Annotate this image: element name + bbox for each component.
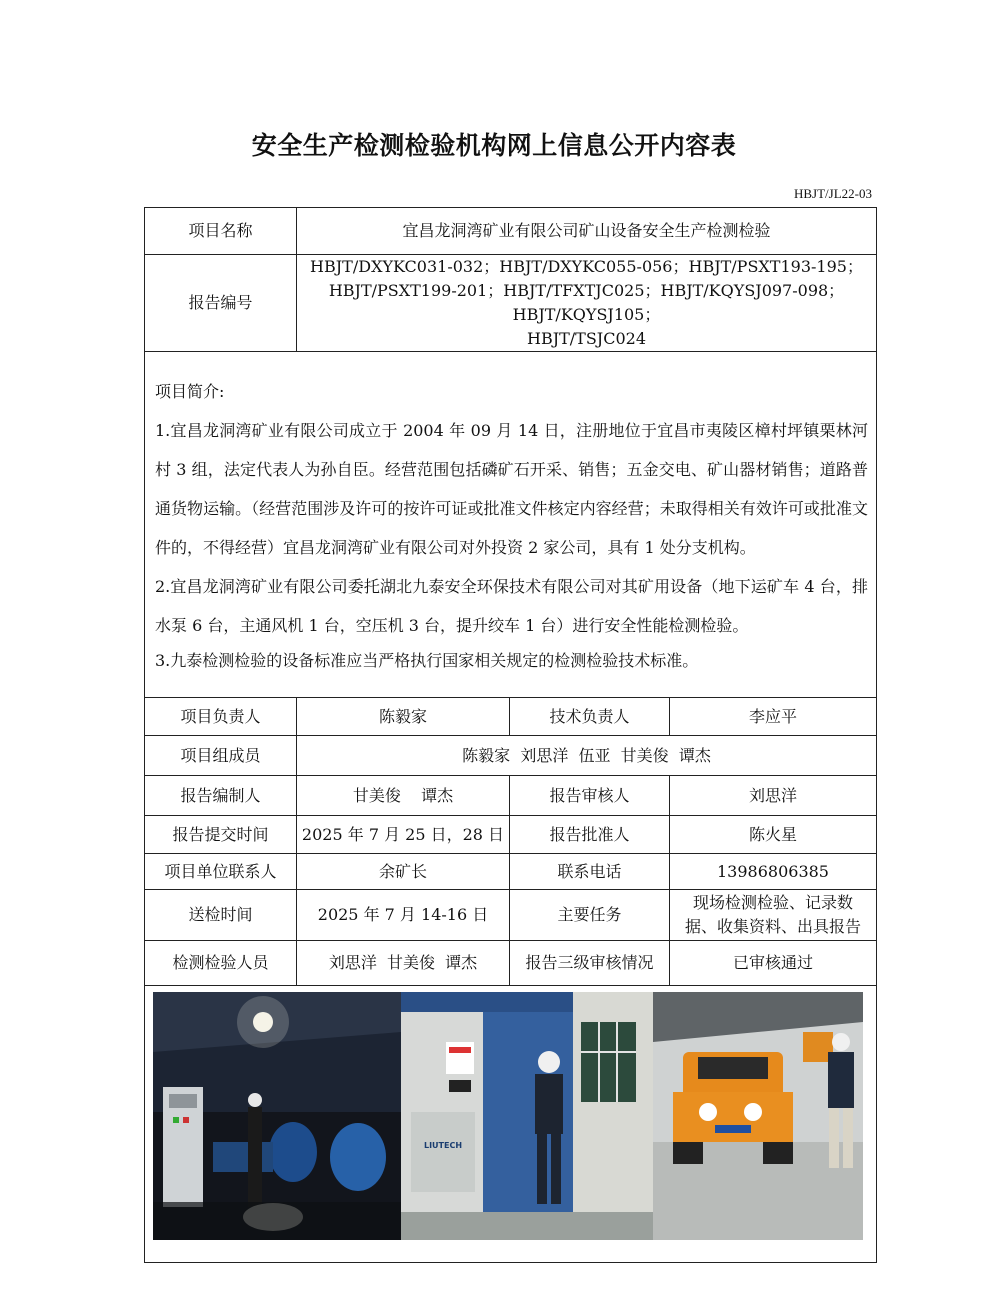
intro-paragraph-3: 3.九泰检测检验的设备标准应当严格执行国家相关规定的检测检验技术标准。 xyxy=(155,651,699,670)
team-value: 陈毅家 刘思洋 伍亚 甘美俊 谭杰 xyxy=(297,736,877,776)
reviewer-label: 报告审核人 xyxy=(510,776,670,816)
report-no-line-1: HBJT/DXYKC031-032；HBJT/DXYKC055-056；HBJT/PSXT193-195； xyxy=(310,257,863,276)
compiler-label: 报告编制人 xyxy=(145,776,297,816)
tech-leader-label: 技术负责人 xyxy=(510,698,670,736)
task-line-1: 现场检测检验、记录数 xyxy=(692,893,853,912)
submit-time-label: 报告提交时间 xyxy=(145,816,297,854)
project-leader-label: 项目负责人 xyxy=(145,698,297,736)
inspectors-label: 检测检验人员 xyxy=(145,941,297,986)
project-name-label: 项目名称 xyxy=(145,208,297,255)
task-line-2: 据、收集资料、出具报告 xyxy=(684,917,861,936)
contact-value: 余矿长 xyxy=(297,854,510,890)
project-name-value: 宜昌龙洞湾矿业有限公司矿山设备安全生产检测检验 xyxy=(297,208,877,255)
report-no-label: 报告编号 xyxy=(145,255,297,352)
photo-air-compressor xyxy=(401,992,653,1240)
review-status-label: 报告三级审核情况 xyxy=(510,941,670,986)
document-code: HBJT/JL22-03 xyxy=(794,186,872,201)
inspectors-value: 刘思洋 甘美俊 谭杰 xyxy=(297,941,510,986)
tech-leader-value: 李应平 xyxy=(670,698,877,736)
task-value xyxy=(670,890,877,941)
intro-paragraph-2: 2.宜昌龙洞湾矿业有限公司委托湖北九泰安全环保技术有限公司对其矿用设备（地下运矿车 4 台，排水泵 6 台，主通风机 1 台，空压机 3 台，提升绞车 1 台）进行安全性能检测检验。 xyxy=(155,577,868,635)
review-status-value: 已审核通过 xyxy=(670,941,877,986)
intro-heading: 项目简介: xyxy=(155,382,225,401)
inspect-time-value: 2025 年 7 月 14-16 日 xyxy=(297,890,510,941)
task-label: 主要任务 xyxy=(510,890,670,941)
report-no-value xyxy=(297,255,877,352)
intro-paragraph-1: 1.宜昌龙洞湾矿业有限公司成立于 2004 年 09 月 14 日，注册地位于宜昌市夷陵区樟村坪镇栗林河村 3 组，法定代表人为孙自臣。经营范围包括磷矿石开采、销售；五金交电、矿山器材销售；道路普通货物运输。（经营范围涉及许可的按许可证或批准文件核定内容经营；未取得相关有效许可或批准文件的，不得经营）宜昌龙洞湾矿业有限公司对外投资 2 家公司，具有 1 处分支机构。 xyxy=(155,421,868,557)
info-table xyxy=(144,207,877,1263)
report-no-line-2: HBJT/PSXT199-201；HBJT/TFXTJC025；HBJT/KQYSJ097-098；HBJT/KQYSJ105； xyxy=(328,281,845,324)
phone-value: 13986806385 xyxy=(670,854,877,890)
report-no-line-3: HBJT/TSJC024 xyxy=(526,329,646,348)
phone-label: 联系电话 xyxy=(510,854,670,890)
photo-row xyxy=(145,986,877,1263)
contact-label: 项目单位联系人 xyxy=(145,854,297,890)
project-intro xyxy=(145,352,877,698)
project-leader-value: 陈毅家 xyxy=(297,698,510,736)
photo-pump-room xyxy=(153,992,401,1240)
photo-mine-truck xyxy=(653,992,863,1240)
reviewer-value: 刘思洋 xyxy=(670,776,877,816)
page-title: 安全生产检测检验机构网上信息公开内容表 xyxy=(251,131,737,160)
compiler-value: 甘美俊 谭杰 xyxy=(297,776,510,816)
team-label: 项目组成员 xyxy=(145,736,297,776)
inspect-time-label: 送检时间 xyxy=(145,890,297,941)
approver-value: 陈火星 xyxy=(670,816,877,854)
approver-label: 报告批准人 xyxy=(510,816,670,854)
submit-time-value: 2025 年 7 月 25 日，28 日 xyxy=(297,816,510,854)
compressor-logo: LIUTECH xyxy=(423,1141,463,1150)
